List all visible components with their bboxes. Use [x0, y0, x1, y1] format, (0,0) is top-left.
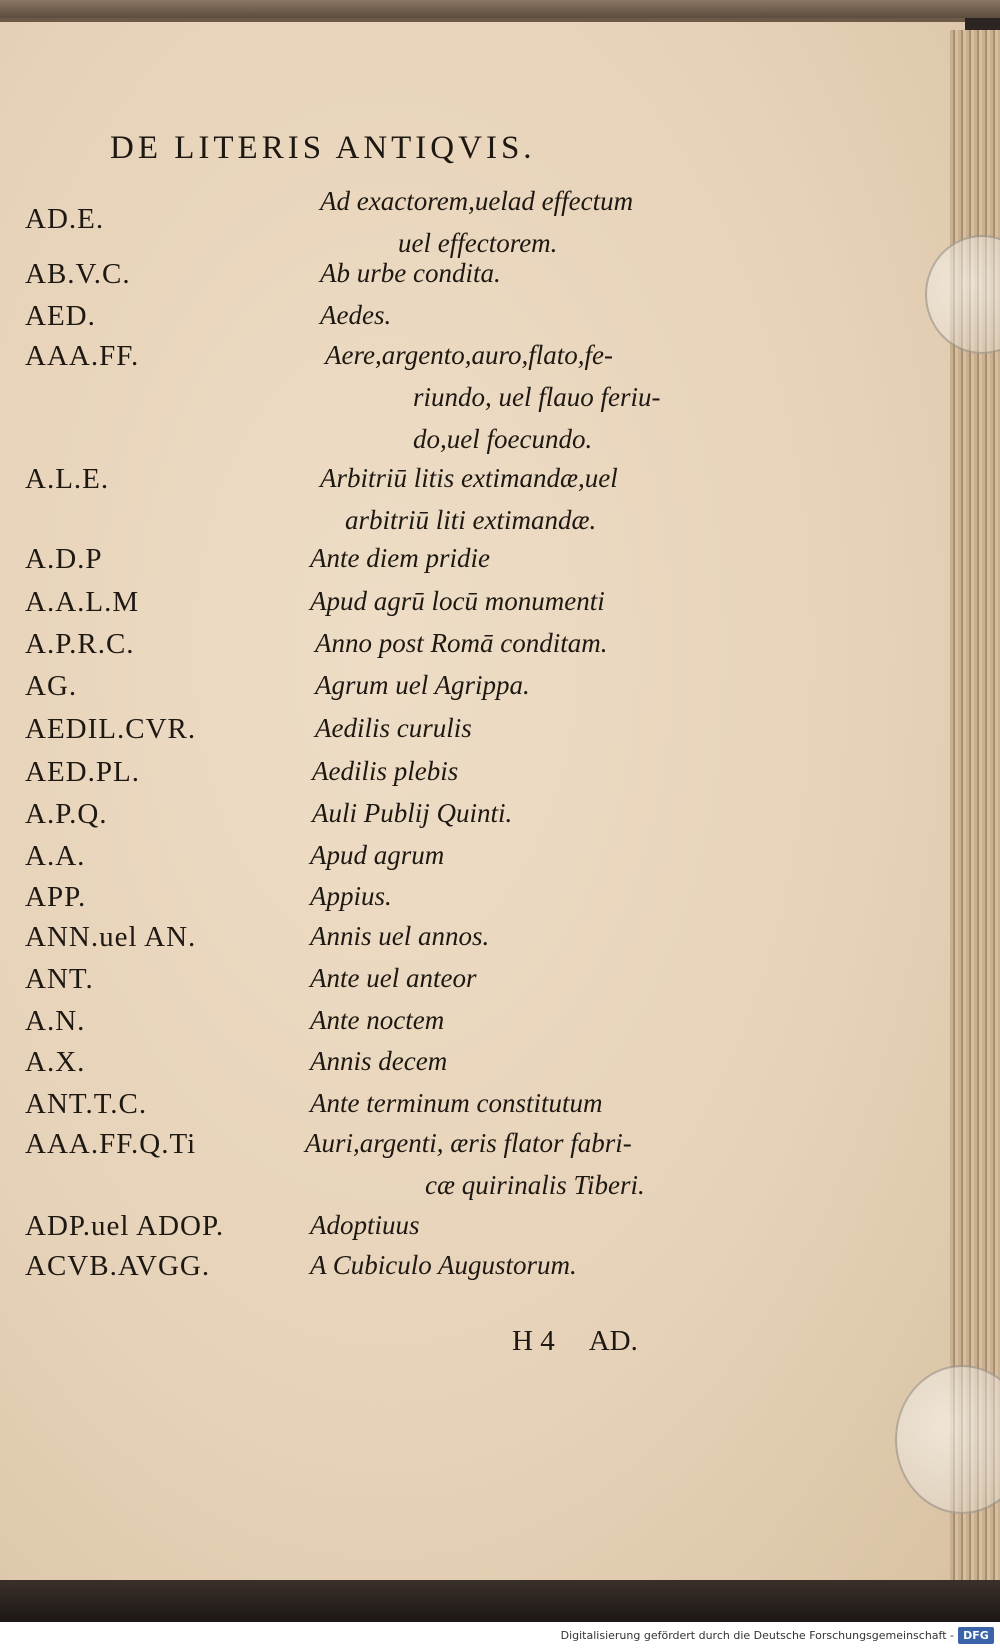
entry-abbreviation: ANN.uel AN. [25, 921, 197, 953]
entry-abbreviation: A.N. [25, 1005, 86, 1037]
entry-abbreviation: A.A.L.M [25, 586, 140, 618]
entry-abbreviation: A.P.Q. [25, 798, 108, 830]
entry-expansion-line: Ante noctem [310, 1005, 445, 1035]
entry-expansion-line: do,uel foecundo. [413, 424, 593, 454]
signature-line [512, 1325, 672, 1358]
footer-credit: Digitalisierung gefördert durch die Deutsche Forschungsgemeinschaft - [560, 1629, 954, 1642]
entry-expansion-line: Ante diem pridie [310, 543, 490, 573]
entry-expansion-line: Aedilis plebis [312, 756, 459, 786]
entry-expansion-line: riundo, uel flauo feriu- [413, 382, 661, 412]
entry-expansion-line: uel effectorem. [398, 228, 558, 258]
entry-abbreviation: ADP.uel ADOP. [25, 1210, 225, 1242]
entry-abbreviation: AAA.FF.Q.Ti [25, 1128, 197, 1160]
entry-expansion-line: Ante terminum constitutum [310, 1088, 603, 1118]
footer-bar [0, 1622, 1000, 1651]
entry-abbreviation: A.X. [25, 1046, 86, 1078]
entry-abbreviation: ANT.T.C. [25, 1088, 148, 1120]
entry-expansion-line: Ad exactorem,uelad effectum [320, 186, 634, 216]
entry-expansion-line: Adoptiuus [310, 1210, 420, 1240]
entry-expansion-line: Aedilis curulis [315, 713, 472, 743]
entry-expansion-line: Arbitriū litis extimandæ,uel [320, 463, 618, 493]
entry-abbreviation: A.D.P [25, 543, 103, 575]
signature-mark: H 4 [512, 1325, 555, 1357]
entry-expansion-line: arbitriū liti extimandæ. [345, 505, 597, 535]
entry-expansion-line: Appius. [310, 881, 392, 911]
entry-abbreviation: AG. [25, 670, 78, 702]
entry-abbreviation: A.L.E. [25, 463, 110, 495]
entry-expansion-line: Auri,argenti, æris flator fabri- [305, 1128, 632, 1158]
entry-expansion-line: Aedes. [320, 300, 392, 330]
entry-expansion-line: Apud agrum [310, 840, 445, 870]
entry-abbreviation: AD.E. [25, 203, 105, 235]
entry-abbreviation: A.A. [25, 840, 86, 872]
dfg-logo: DFG [958, 1627, 994, 1644]
entry-abbreviation: ANT. [25, 963, 94, 995]
entry-expansion-line: Annis decem [310, 1046, 448, 1076]
entry-expansion-line: Anno post Romā conditam. [315, 628, 608, 658]
entry-abbreviation: ACVB.AVGG. [25, 1250, 211, 1282]
entry-expansion-line: Apud agrū locū monumenti [310, 586, 605, 616]
scan-bottom-shadow [0, 1580, 1000, 1622]
entry-abbreviation: AED. [25, 300, 96, 332]
entry-expansion-line: cæ quirinalis Tiberi. [425, 1170, 645, 1200]
entry-expansion-line: A Cubiculo Augustorum. [310, 1250, 577, 1280]
entry-expansion-line: Ante uel anteor [310, 963, 477, 993]
entry-expansion-line: Auli Publij Quinti. [312, 798, 513, 828]
entry-abbreviation: AAA.FF. [25, 340, 140, 372]
entry-abbreviation: AB.V.C. [25, 258, 131, 290]
entry-abbreviation: A.P.R.C. [25, 628, 135, 660]
book-page [0, 18, 965, 1592]
entry-expansion-line: Annis uel annos. [310, 921, 490, 951]
entry-abbreviation: APP. [25, 881, 87, 913]
catchword: AD. [588, 1325, 638, 1357]
entry-expansion-line: Aere,argento,auro,flato,fe- [325, 340, 613, 370]
running-head: DE LITERIS ANTIQVIS. [110, 130, 536, 166]
book-top-edge [0, 0, 1000, 18]
entry-expansion-line: Agrum uel Agrippa. [315, 670, 530, 700]
entry-abbreviation: AED.PL. [25, 756, 140, 788]
entry-expansion-line: Ab urbe condita. [320, 258, 501, 288]
entry-abbreviation: AEDIL.CVR. [25, 713, 197, 745]
